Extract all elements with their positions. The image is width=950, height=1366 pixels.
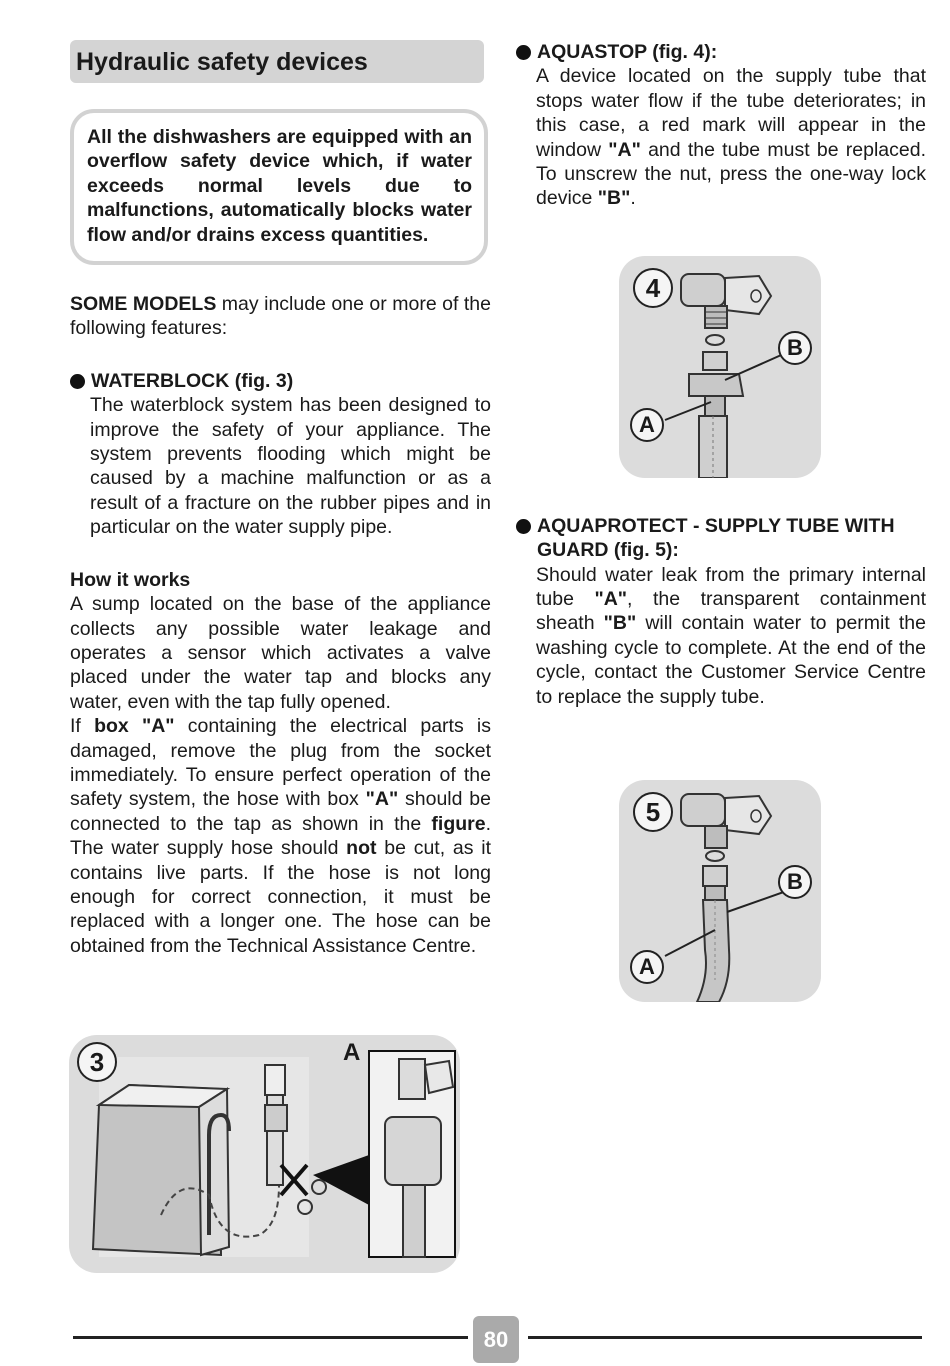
page-number: 80 [473,1316,519,1363]
figure-4-label-b: B [778,331,812,365]
aquastop-heading [516,40,926,64]
aquaprotect-body [516,563,926,709]
text-run: should be connected to the tap as shown in the [70,788,491,835]
left-column [70,40,491,958]
bullet-dot [516,45,531,60]
figure-4-label-a: A [630,408,664,442]
waterblock-heading-text: WATERBLOCK (fig. 3) [91,369,294,392]
text-run: . [630,187,636,210]
bold-run: figure [431,812,486,835]
waterblock-installation-illustration [69,1035,460,1273]
waterblock-heading [70,369,491,393]
some-models-text: may include one or more of the following features: [70,293,491,340]
bold-run: "B" [603,612,637,635]
aquastop-heading-text: AQUASTOP (fig. 4): [537,41,718,63]
text-run: be cut, as it contains live parts. If the hose is not long enough for correct connection, it must be replaced with a longer one. The hose can be obtained from the Technical Assistance Centre. [70,837,491,957]
figure-4-number: 4 [633,268,673,308]
figure-5-label-a: A [630,950,664,984]
aquaprotect-heading [516,514,926,563]
figure-5-number: 5 [633,792,673,832]
how-it-works-heading: How it works [70,568,191,591]
callout-text: All the dishwashers are equipped with an overflow safety device which, if water exceeds normal levels due to malfunctions, automatically blocks water flow and/or drains excess quantities. [87,126,472,246]
figure-4-aquastop [619,256,821,478]
aquastop-body [516,64,926,210]
bold-run: not [346,837,377,860]
some-models-bold: SOME MODELS [70,293,217,316]
safety-callout-box [70,109,488,265]
section-title-bar [70,40,484,83]
waterblock-body: The waterblock system has been designed to improve the safety of your appliance. The system prevents flooding which might be caused by a machine malfunction or as a result of a fracture on the rubber pipes and in particular on the water supply pipe. [90,394,491,539]
bullet-dot [70,374,85,389]
figure-3-number: 3 [77,1042,117,1082]
text-run: and the tube must be replaced. To unscrew the nut, press the one-way lock device [536,138,926,210]
aquaprotect-heading-text: AQUAPROTECT - SUPPLY TUBE WITH GUARD (fig. 5): [537,514,895,562]
footer-rule-right [528,1336,922,1339]
how-it-works-body: A sump located on the base of the appliance collects any possible water leakage and operates a sensor which activates a valve placed under the water tap and blocks any water, even with the tap fully opened. [70,593,491,713]
text-run: A device located on the supply tube that stops water flow if the tube deteriorates; in this case, a red mark will appear in the window [536,65,926,161]
bold-run: box "A" [94,715,175,738]
bold-run: "A" [608,138,641,161]
bold-run: "A" [365,788,399,811]
section-title: Hydraulic safety devices [76,48,368,76]
some-models-paragraph [70,292,491,341]
text-run: , the transparent containment sheath [536,588,926,635]
footer-rule-left [73,1336,468,1339]
text-run: If [70,715,95,738]
text-run: . The water supply hose should [70,812,491,860]
bold-run: "A" [594,588,628,611]
figure-5-label-b: B [778,865,812,899]
bold-run: "B" [597,187,631,210]
figure-5-aquaprotect [619,780,821,1002]
text-run: will contain water to permit the washing cycle to complete. At the end of the cycle, contact the Customer Service Centre to replace the supply tube. [536,612,927,708]
text-run: Should water leak from the primary internal tube [536,563,926,611]
figure-3-waterblock [69,1035,460,1273]
bullet-dot [516,519,531,534]
text-run: containing the electrical parts is damaged, remove the plug from the socket immediately. To ensure perfect operation of the safety system, the hose with box [70,715,491,811]
figure-3-label-a: A [343,1039,361,1066]
box-a-paragraph [70,714,491,958]
